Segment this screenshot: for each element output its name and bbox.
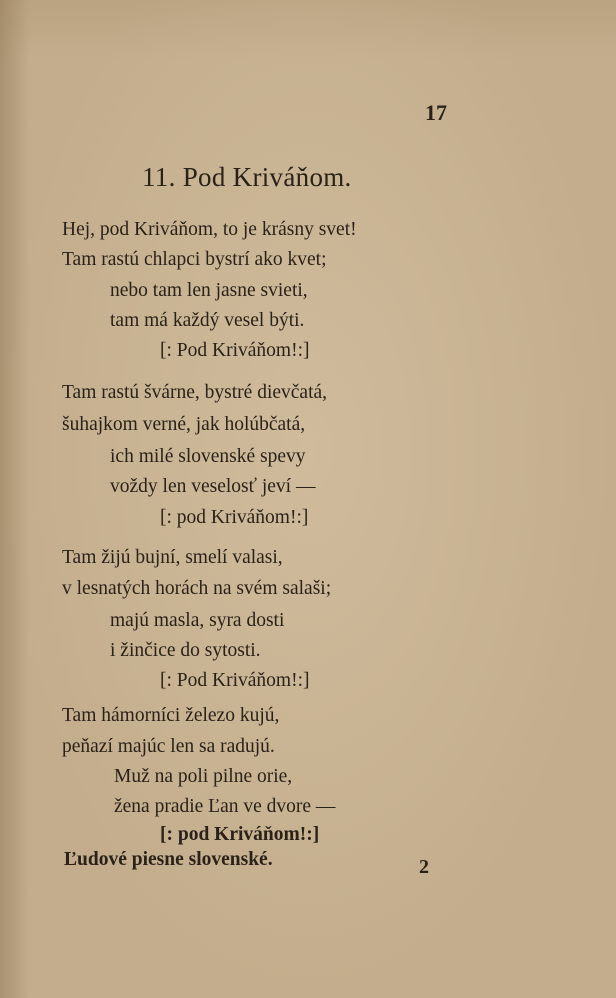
verse-line: Tam rastú chlapci bystrí ako kvet; xyxy=(62,249,327,270)
verse-line: Muž na poli pilne orie, xyxy=(114,766,293,787)
verse-line: peňazí majúc len sa radujú. xyxy=(62,736,275,757)
verse-line: Tam žijú bujní, smelí valasi, xyxy=(62,547,283,568)
footer-title: Ľudové piesne slovenské. xyxy=(64,849,273,870)
verse-line: majú masla, syra dosti xyxy=(110,610,285,631)
verse-line: Tam rastú švárne, bystré dievčatá, xyxy=(62,382,328,403)
verse-line: šuhajkom verné, jak holúbčatá, xyxy=(62,414,306,435)
refrain-line: [: pod Kriváňom!:] xyxy=(160,824,320,845)
verse-line: nebo tam len jasne svieti, xyxy=(110,280,308,301)
sheet-number: 2 xyxy=(419,856,429,878)
page-number: 17 xyxy=(425,100,447,125)
verse-line: žena pradie Ľan ve dvore — xyxy=(114,796,336,817)
verse-line: tam má každý vesel býti. xyxy=(110,310,305,331)
refrain-line: [: pod Kriváňom!:] xyxy=(160,507,309,528)
verse-line: v lesnatých horách na svém salaši; xyxy=(62,578,332,599)
verse-line: Tam hámorníci železo kujú, xyxy=(62,705,280,726)
verse-line: voždy len veselosť jeví — xyxy=(110,476,316,497)
verse-line: i žinčice do sytosti. xyxy=(110,640,261,661)
refrain-line: [: Pod Kriváňom!:] xyxy=(160,670,310,691)
refrain-line: [: Pod Kriváňom!:] xyxy=(160,340,310,361)
verse-line: Hej, pod Kriváňom, to je krásny svet! xyxy=(62,219,357,240)
page-title: 11. Pod Kriváňom. xyxy=(142,162,352,192)
verse-line: ich milé slovenské spevy xyxy=(110,446,306,467)
